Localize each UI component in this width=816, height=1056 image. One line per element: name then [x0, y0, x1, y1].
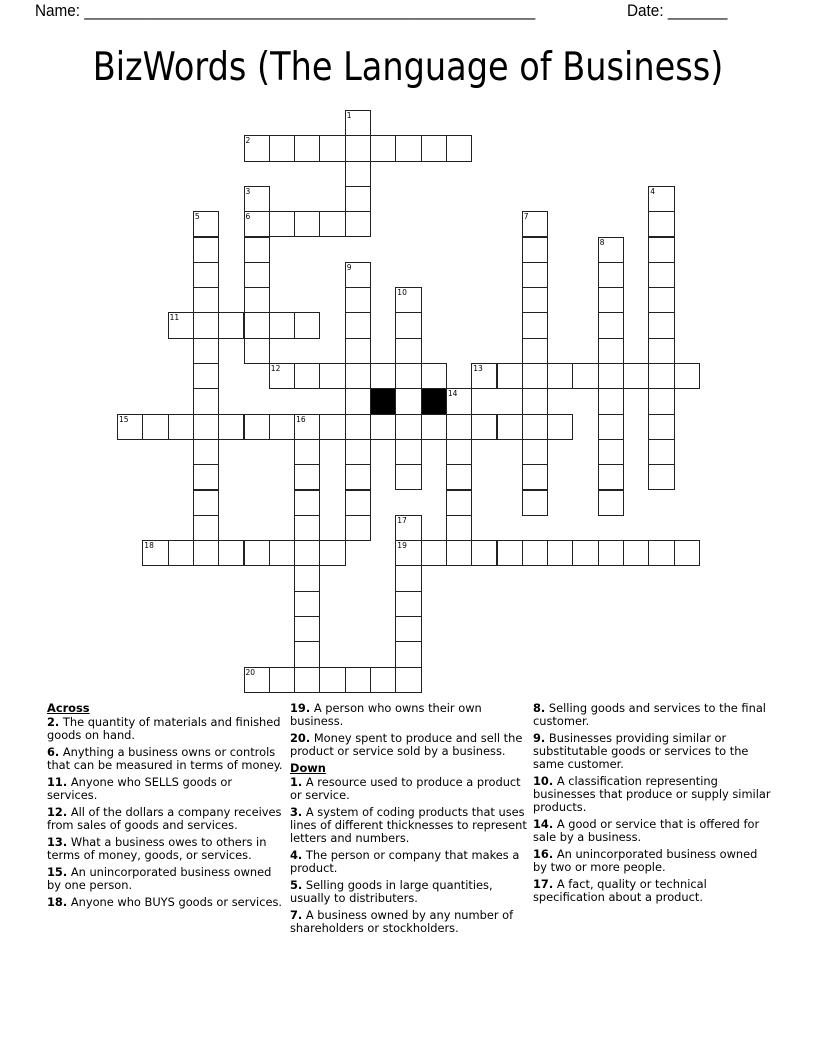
clue-text: A business owned by any number of shareholders or stockholders.	[290, 908, 514, 935]
grid-cell[interactable]	[674, 363, 700, 389]
grid-cell[interactable]	[522, 439, 548, 465]
clues-column-2	[290, 702, 528, 939]
grid-cell[interactable]	[572, 540, 598, 566]
grid-cell[interactable]	[269, 363, 295, 389]
grid-cell[interactable]	[648, 363, 674, 389]
grid-cell[interactable]	[674, 540, 700, 566]
grid-cell[interactable]	[446, 388, 472, 414]
grid-cell[interactable]	[522, 464, 548, 490]
grid-cell[interactable]	[319, 667, 345, 693]
clue-num: 11.	[47, 775, 68, 789]
clue-num: 7.	[290, 908, 303, 922]
grid-cell[interactable]	[497, 414, 523, 440]
grid-cell[interactable]	[319, 540, 345, 566]
clue-number: 19	[397, 541, 407, 551]
grid-cell[interactable]	[598, 363, 624, 389]
grid-cell[interactable]	[547, 414, 573, 440]
grid-cell[interactable]	[294, 616, 320, 642]
grid-cell[interactable]	[598, 414, 624, 440]
grid-cell[interactable]	[598, 262, 624, 288]
grid-cell[interactable]	[345, 363, 371, 389]
down-clue	[290, 849, 528, 875]
grid-cell[interactable]	[218, 414, 244, 440]
grid-cell[interactable]	[648, 439, 674, 465]
down-clue	[533, 775, 771, 814]
grid-cell[interactable]	[345, 464, 371, 490]
clue-num: 19.	[290, 701, 311, 715]
page-title: BizWords (The Language of Business)	[92, 45, 724, 90]
clue-number: 9	[346, 262, 352, 272]
grid-cell[interactable]	[446, 414, 472, 440]
clue-num: 3.	[290, 805, 303, 819]
clue-text: Anyone who SELLS goods or services.	[47, 775, 233, 802]
clue-text: A classification representing businesses that produce or supply similar products.	[533, 774, 771, 814]
name-line[interactable]: _____________________________________________________	[84, 1, 536, 20]
grid-cell[interactable]	[244, 211, 270, 237]
clue-number: 20	[245, 667, 256, 677]
down-clue	[290, 879, 528, 905]
grid-cell[interactable]	[395, 565, 421, 591]
grid-cell[interactable]	[345, 439, 371, 465]
grid-cell[interactable]	[345, 262, 371, 288]
grid-cell[interactable]	[218, 540, 244, 566]
clue-number: 11	[169, 313, 180, 323]
grid-cell[interactable]	[648, 540, 674, 566]
clue-number: 12	[270, 364, 281, 373]
grid-cell[interactable]	[345, 287, 371, 313]
grid-cell[interactable]	[244, 237, 270, 263]
grid-cell[interactable]	[497, 363, 523, 389]
grid-cell[interactable]	[244, 287, 270, 313]
grid-cell[interactable]	[471, 363, 497, 389]
grid-cell[interactable]	[244, 312, 270, 338]
grid-cell[interactable]	[142, 414, 168, 440]
grid-cell[interactable]	[395, 414, 421, 440]
clue-num: 15.	[47, 865, 68, 879]
grid-cell[interactable]	[522, 414, 548, 440]
grid-cell[interactable]	[598, 490, 624, 516]
grid-cell[interactable]	[345, 388, 371, 414]
grid-cell[interactable]	[345, 312, 371, 338]
grid-cell[interactable]	[269, 540, 295, 566]
grid-cell[interactable]	[193, 211, 219, 237]
grid-cell[interactable]	[370, 135, 396, 161]
grid-cell[interactable]	[193, 414, 219, 440]
clue-number: 13	[473, 364, 483, 373]
grid-cell[interactable]	[471, 414, 497, 440]
grid-cell[interactable]	[193, 338, 219, 364]
name-field[interactable]	[35, 0, 535, 22]
grid-cell[interactable]	[345, 667, 371, 693]
grid-cell[interactable]	[294, 312, 320, 338]
across-clue	[47, 776, 285, 802]
clue-text: An unincorporated business owned by one person.	[47, 865, 272, 892]
across-clue	[47, 746, 285, 772]
grid-cell[interactable]	[522, 312, 548, 338]
grid-cell[interactable]	[598, 237, 624, 263]
grid-cell[interactable]	[421, 363, 447, 389]
grid-cell[interactable]	[193, 515, 219, 541]
clues-column-3	[533, 702, 771, 908]
clue-num: 8.	[533, 701, 546, 715]
grid-cell[interactable]	[648, 287, 674, 313]
down-heading: Down	[290, 761, 326, 775]
grid-cell[interactable]	[168, 540, 194, 566]
clue-num: 5.	[290, 878, 303, 892]
grid-cell[interactable]	[319, 363, 345, 389]
grid-cell[interactable]	[193, 237, 219, 263]
clue-num: 6.	[47, 745, 60, 759]
clue-text: Selling goods and services to the final customer.	[533, 701, 766, 728]
name-label: Name:	[35, 1, 85, 20]
clue-number: 7	[523, 212, 529, 222]
clue-text: A resource used to produce a product or service.	[290, 775, 521, 802]
grid-cell[interactable]	[345, 161, 371, 187]
grid-cell[interactable]	[294, 540, 320, 566]
grid-cell[interactable]	[193, 312, 219, 338]
grid-cell[interactable]	[244, 414, 270, 440]
grid-cell[interactable]	[269, 211, 295, 237]
grid-cell[interactable]	[446, 439, 472, 465]
grid-cell[interactable]	[294, 464, 320, 490]
clue-num: 2.	[47, 715, 60, 729]
grid-cell[interactable]	[319, 211, 345, 237]
grid-cell[interactable]	[269, 312, 295, 338]
grid-cell[interactable]	[522, 388, 548, 414]
clue-num: 16.	[533, 847, 554, 861]
grid-cell[interactable]	[370, 363, 396, 389]
grid-cell[interactable]	[395, 363, 421, 389]
grid-cell[interactable]	[598, 540, 624, 566]
grid-cell[interactable]	[421, 540, 447, 566]
grid-cell[interactable]	[269, 667, 295, 693]
clue-number: 1	[346, 111, 352, 120]
grid-cell[interactable]	[598, 388, 624, 414]
clue-number: 15	[119, 414, 129, 424]
grid-cell[interactable]	[244, 135, 270, 161]
date-field[interactable]	[627, 0, 727, 22]
clue-text: The quantity of materials and finished goods on hand.	[47, 715, 281, 742]
grid-cell[interactable]	[547, 363, 573, 389]
grid-cell[interactable]	[598, 312, 624, 338]
clue-text: Selling goods in large quantities, usually to distributers.	[290, 878, 493, 905]
grid-cell[interactable]	[193, 363, 219, 389]
clue-num: 17.	[533, 877, 554, 891]
grid-cell[interactable]	[522, 287, 548, 313]
grid-cell[interactable]	[345, 515, 371, 541]
grid-cell[interactable]	[294, 515, 320, 541]
down-clue	[533, 848, 771, 874]
clue-num: 12.	[47, 805, 68, 819]
down-clue	[533, 702, 771, 728]
grid-cell[interactable]	[497, 540, 523, 566]
grid-cell[interactable]	[522, 540, 548, 566]
grid-cell[interactable]	[648, 414, 674, 440]
grid-cell[interactable]	[471, 540, 497, 566]
grid-cell[interactable]	[345, 211, 371, 237]
grid-cell[interactable]	[623, 540, 649, 566]
clue-number: 8	[599, 237, 605, 247]
grid-cell[interactable]	[395, 667, 421, 693]
grid-cell[interactable]	[168, 312, 194, 338]
down-clue	[533, 732, 771, 771]
clue-text: What a business owes to others in terms of money, goods, or services.	[47, 835, 267, 862]
down-clue	[290, 909, 528, 935]
down-clue	[290, 806, 528, 845]
grid-cell[interactable]	[294, 490, 320, 516]
across-clue	[47, 716, 285, 742]
clue-num: 20.	[290, 731, 311, 745]
clues-column-1	[47, 702, 285, 913]
clue-number: 16	[296, 414, 306, 424]
grid-cell[interactable]	[395, 540, 421, 566]
clue-num: 18.	[47, 895, 68, 909]
clue-number: 14	[447, 389, 458, 399]
grid-cell[interactable]	[446, 540, 472, 566]
clue-number: 6	[245, 212, 251, 222]
grid-cell[interactable]	[294, 135, 320, 161]
grid-cell[interactable]	[193, 287, 219, 313]
grid-cell[interactable]	[294, 439, 320, 465]
grid-cell[interactable]	[244, 262, 270, 288]
grid-cell[interactable]	[446, 464, 472, 490]
grid-cell[interactable]	[294, 667, 320, 693]
clue-text: Businesses providing similar or substitutable goods or services to the same customer.	[533, 731, 749, 771]
across-clue	[47, 806, 285, 832]
clue-number: 10	[397, 288, 407, 298]
across-heading: Across	[47, 701, 90, 715]
grid-cell[interactable]	[446, 135, 472, 161]
grid-cell[interactable]	[648, 312, 674, 338]
grid-cell[interactable]	[294, 591, 320, 617]
down-clue	[290, 776, 528, 802]
grid-cell[interactable]	[193, 388, 219, 414]
grid-cell[interactable]	[395, 388, 421, 414]
grid-cell[interactable]	[446, 490, 472, 516]
grid-cell[interactable]	[395, 338, 421, 364]
grid-cell[interactable]	[648, 388, 674, 414]
grid-cell[interactable]	[319, 414, 345, 440]
grid-cell[interactable]	[294, 363, 320, 389]
grid-cell[interactable]	[395, 591, 421, 617]
grid-cell[interactable]	[269, 135, 295, 161]
grid-cell[interactable]	[193, 262, 219, 288]
black-square	[421, 388, 447, 414]
clue-text: An unincorporated business owned by two or more people.	[533, 847, 758, 874]
grid-cell[interactable]	[395, 464, 421, 490]
clue-number: 18	[144, 541, 154, 551]
clue-text: Anything a business owns or controls that can be measured in terms of money.	[47, 745, 283, 772]
grid-cell[interactable]	[345, 186, 371, 212]
grid-cell[interactable]	[522, 363, 548, 389]
grid-cell[interactable]	[421, 135, 447, 161]
grid-cell[interactable]	[598, 338, 624, 364]
grid-cell[interactable]	[244, 540, 270, 566]
grid-cell[interactable]	[395, 287, 421, 313]
grid-cell[interactable]	[395, 135, 421, 161]
clue-num: 10.	[533, 774, 554, 788]
grid-cell[interactable]	[193, 490, 219, 516]
clue-number: 17	[397, 515, 407, 525]
grid-cell[interactable]	[117, 414, 143, 440]
grid-cell[interactable]	[345, 110, 371, 136]
grid-cell[interactable]	[421, 414, 447, 440]
clue-text: All of the dollars a company receives from sales of goods and services.	[47, 805, 282, 832]
grid-cell[interactable]	[547, 540, 573, 566]
black-square	[370, 388, 396, 414]
date-line[interactable]: _______	[667, 1, 728, 20]
clue-number: 2	[245, 136, 251, 146]
clue-text: A person who owns their own business.	[290, 701, 482, 728]
grid-cell[interactable]	[522, 237, 548, 263]
clue-text: Money spent to produce and sell the product or service sold by a business.	[290, 731, 523, 758]
grid-cell[interactable]	[572, 363, 598, 389]
grid-cell[interactable]	[193, 464, 219, 490]
grid-cell[interactable]	[648, 186, 674, 212]
clue-number: 4	[650, 186, 656, 196]
grid-cell[interactable]	[244, 186, 270, 212]
grid-cell[interactable]	[244, 338, 270, 364]
grid-cell[interactable]	[395, 616, 421, 642]
grid-cell[interactable]	[193, 540, 219, 566]
grid-cell[interactable]	[522, 490, 548, 516]
across-clue	[47, 866, 285, 892]
clue-text: A fact, quality or technical specification about a product.	[533, 877, 707, 904]
across-clue	[47, 836, 285, 862]
grid-cell[interactable]	[370, 667, 396, 693]
clue-num: 14.	[533, 817, 554, 831]
grid-cell[interactable]	[522, 262, 548, 288]
grid-cell[interactable]	[193, 439, 219, 465]
grid-cell[interactable]	[345, 414, 371, 440]
across-clue	[290, 732, 528, 758]
grid-cell[interactable]	[598, 287, 624, 313]
grid-cell[interactable]	[648, 338, 674, 364]
grid-cell[interactable]	[395, 439, 421, 465]
grid-cell[interactable]	[142, 540, 168, 566]
clue-text: A system of coding products that uses lines of different thicknesses to represent letters and numbers.	[290, 805, 527, 845]
across-clue	[290, 702, 528, 728]
grid-cell[interactable]	[522, 211, 548, 237]
clue-number: 5	[194, 212, 200, 222]
grid-cell[interactable]	[294, 414, 320, 440]
grid-cell[interactable]	[598, 464, 624, 490]
down-clue	[533, 818, 771, 844]
clue-num: 9.	[533, 731, 546, 745]
grid-cell[interactable]	[395, 312, 421, 338]
grid-cell[interactable]	[345, 338, 371, 364]
grid-cell[interactable]	[623, 363, 649, 389]
grid-cell[interactable]	[244, 667, 270, 693]
clue-num: 4.	[290, 848, 303, 862]
across-clue	[47, 896, 285, 909]
grid-cell[interactable]	[648, 464, 674, 490]
date-label: Date:	[627, 1, 668, 20]
grid-cell[interactable]	[370, 414, 396, 440]
grid-cell[interactable]	[345, 135, 371, 161]
grid-cell[interactable]	[648, 262, 674, 288]
grid-cell[interactable]	[522, 338, 548, 364]
grid-cell[interactable]	[598, 439, 624, 465]
grid-cell[interactable]	[168, 414, 194, 440]
grid-cell[interactable]	[395, 515, 421, 541]
grid-cell[interactable]	[269, 414, 295, 440]
grid-cell[interactable]	[648, 211, 674, 237]
down-clue	[533, 878, 771, 904]
grid-cell[interactable]	[345, 490, 371, 516]
grid-cell[interactable]	[294, 565, 320, 591]
grid-cell[interactable]	[446, 515, 472, 541]
clue-num: 13.	[47, 835, 68, 849]
grid-cell[interactable]	[395, 641, 421, 667]
grid-cell[interactable]	[294, 641, 320, 667]
grid-cell[interactable]	[294, 211, 320, 237]
grid-cell[interactable]	[319, 135, 345, 161]
grid-cell[interactable]	[648, 237, 674, 263]
clue-text: The person or company that makes a product.	[290, 848, 520, 875]
clue-text: Anyone who BUYS goods or services.	[70, 895, 283, 909]
clue-num: 1.	[290, 775, 303, 789]
clue-number: 3	[245, 186, 251, 196]
grid-cell[interactable]	[218, 312, 244, 338]
clue-text: A good or service that is offered for sale by a business.	[533, 817, 760, 844]
